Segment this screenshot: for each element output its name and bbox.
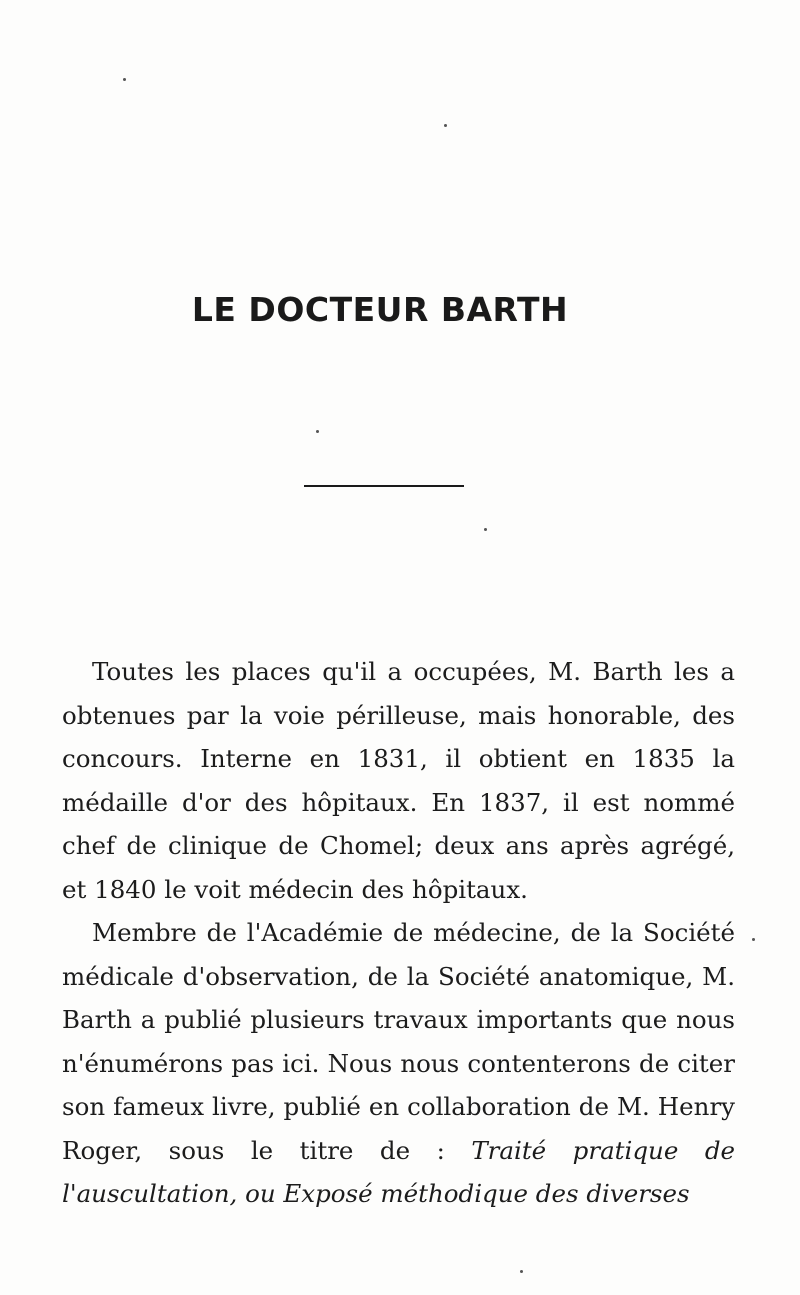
- ink-speck: [752, 938, 755, 941]
- ink-speck: [520, 1270, 523, 1273]
- paragraph-2-text: Membre de l'Académie de médecine, de la Société médicale d'observation, de la Société anatomique, M. Barth a publié plusieurs travaux importants que nous n'énumérons pas ici. Nous nous contenterons de citer son fameux livre, publié en collaboration de M. Henry Roger, sous le titre de :: [62, 918, 735, 1165]
- ink-speck: [444, 124, 447, 127]
- ink-speck: [316, 430, 319, 433]
- ink-speck: [123, 78, 126, 81]
- ink-speck: [484, 528, 487, 531]
- title-divider: [304, 485, 464, 487]
- body-text: [62, 650, 735, 1216]
- paragraph-2: [62, 911, 735, 1216]
- paragraph-1: Toutes les places qu'il a occupées, M. Barth les a obtenues par la voie périlleuse, mais honorable, des concours. Interne en 1831, il obtient en 1835 la médaille d'or des hôpitaux. En 1837, il est nommé chef de clinique de Chomel; deux ans après agrégé, et 1840 le voit médecin des hôpitaux.: [62, 657, 735, 904]
- page-title: LE DOCTEUR BARTH: [191, 290, 569, 329]
- book-title-italic: Traité pratique de l'auscultation, ou Exposé méthodique des diverses: [62, 1135, 735, 1208]
